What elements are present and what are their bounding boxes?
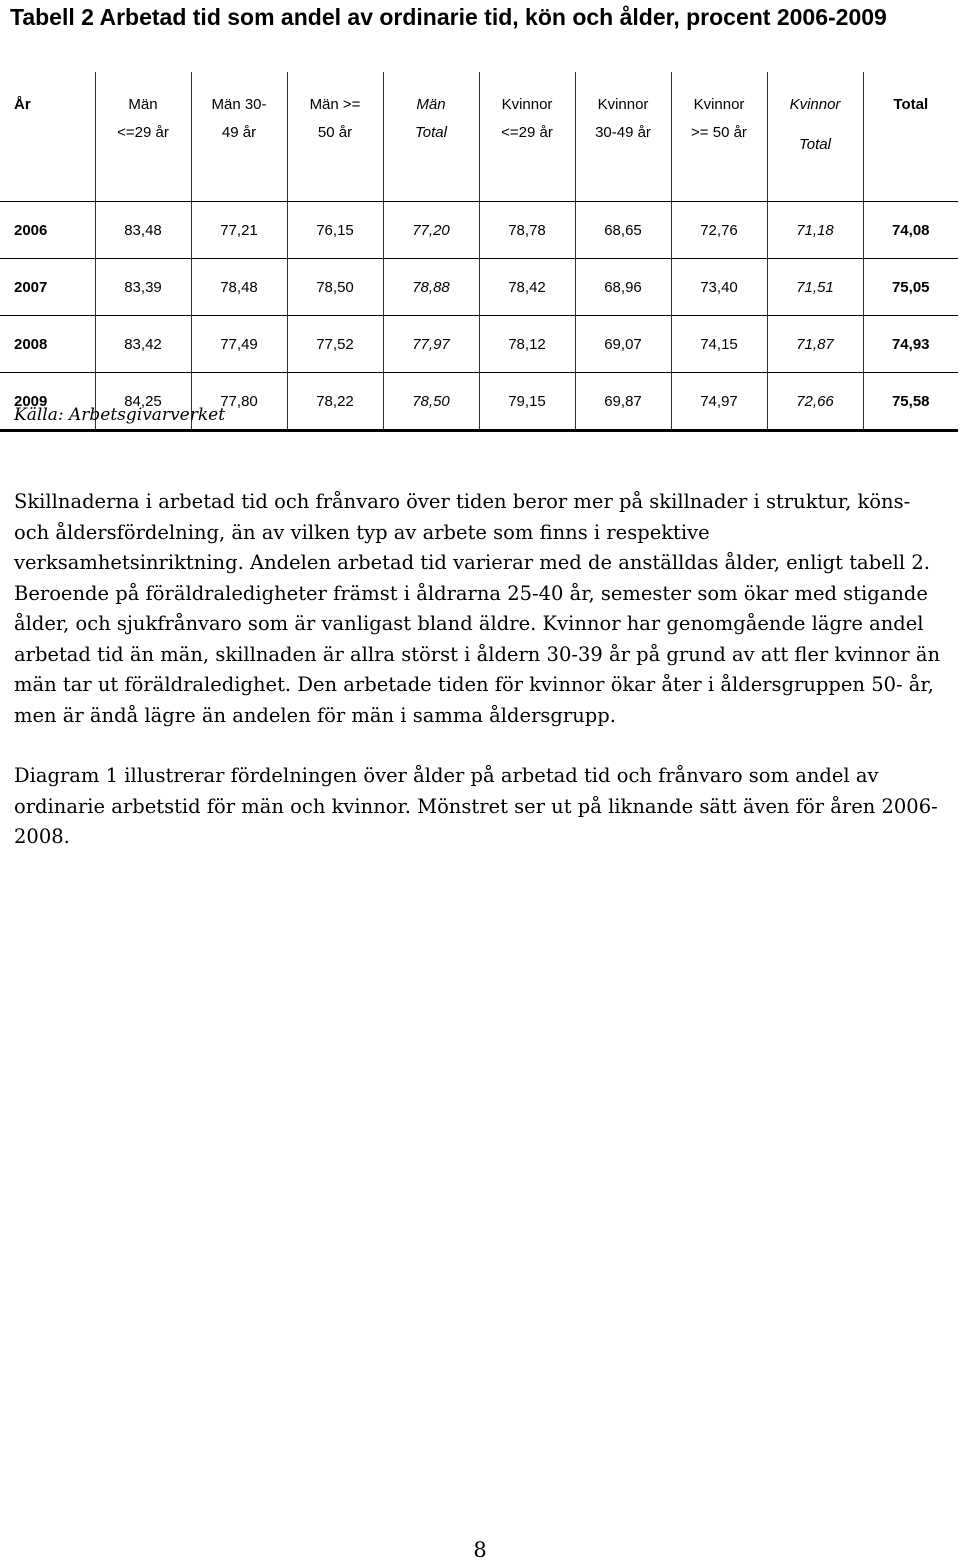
header-cell: Kvinnor Total xyxy=(767,72,863,202)
table-cell: 69,07 xyxy=(575,316,671,373)
header-cell: Kvinnor <=29 år xyxy=(479,72,575,202)
total-cell: 74,93 xyxy=(863,316,958,373)
table-cell: 74,15 xyxy=(671,316,767,373)
table-cell: 78,50 xyxy=(287,259,383,316)
table-cell: 71,18 xyxy=(767,202,863,259)
table-cell: 71,87 xyxy=(767,316,863,373)
table-cell: 83,39 xyxy=(95,259,191,316)
table-row xyxy=(0,259,958,316)
table-cell: 78,50 xyxy=(383,373,479,431)
table-cell: 77,97 xyxy=(383,316,479,373)
table-cell: 78,88 xyxy=(383,259,479,316)
header-cell: Kvinnor 30-49 år xyxy=(575,72,671,202)
year-cell: 2008 xyxy=(0,316,95,373)
table-cell: 79,15 xyxy=(479,373,575,431)
table-cell: 71,51 xyxy=(767,259,863,316)
table-cell: 78,12 xyxy=(479,316,575,373)
table-source: Källa: Arbetsgivarverket xyxy=(14,405,226,425)
header-cell: Män Total xyxy=(383,72,479,202)
body-paragraph: Diagram 1 illustrerar fördelningen över ålder på arbetad tid och frånvaro som andel av ordinarie arbetstid för män och kvinnor. Mönstret ser ut på liknande sätt även för åren 2006-2008. xyxy=(14,764,938,848)
table-title: Tabell 2 Arbetad tid som andel av ordinarie tid, kön och ålder, procent 2006-2009 xyxy=(10,4,887,30)
page-number: 8 xyxy=(473,1538,487,1562)
table-cell: 69,87 xyxy=(575,373,671,431)
table-header-row xyxy=(0,72,958,202)
total-cell: 74,08 xyxy=(863,202,958,259)
table-cell: 77,52 xyxy=(287,316,383,373)
data-table xyxy=(0,72,958,432)
header-cell: Kvinnor >= 50 år xyxy=(671,72,767,202)
table-cell: 78,42 xyxy=(479,259,575,316)
body-paragraph: Skillnaderna i arbetad tid och frånvaro över tiden beror mer på skillnader i struktur, köns- och åldersfördelning, än av vilken typ av arbete som finns i respektive verksamhetsinriktning. Andelen arbetad tid varierar med de anställdas ålder, enligt tabell 2. Beroende på föräldraledigheter främst i åldrarna 25-40 år, semester som ökar med stigande ålder, och sjukfrånvaro som är vanligast bland äldre. Kvinnor har genomgående lägre andel arbetad tid än män, skillnaden är allra störst i åldern 30-39 år på grund av att fler kvinnor än män tar ut föräldraledighet. Den arbetade tiden för kvinnor ökar åter i åldersgruppen 50- år, men är ändå lägre än andelen för män i samma åldersgrupp. xyxy=(14,490,941,727)
table-cell: 78,48 xyxy=(191,259,287,316)
table-cell: 68,65 xyxy=(575,202,671,259)
table-cell: 84,25 xyxy=(95,373,191,431)
table-cell: 72,66 xyxy=(767,373,863,431)
table-row xyxy=(0,316,958,373)
table-cell: 78,22 xyxy=(287,373,383,431)
table-cell: 73,40 xyxy=(671,259,767,316)
header-cell: År xyxy=(0,72,95,202)
table-cell: 68,96 xyxy=(575,259,671,316)
table-cell: 76,15 xyxy=(287,202,383,259)
table-cell: 83,48 xyxy=(95,202,191,259)
year-cell: 2006 xyxy=(0,202,95,259)
table-cell: 72,76 xyxy=(671,202,767,259)
table-row xyxy=(0,202,958,259)
year-cell: 2007 xyxy=(0,259,95,316)
header-cell: Total xyxy=(863,72,958,202)
header-cell: Män <=29 år xyxy=(95,72,191,202)
table-cell: 77,49 xyxy=(191,316,287,373)
table-cell: 77,20 xyxy=(383,202,479,259)
total-cell: 75,58 xyxy=(863,373,958,431)
table-cell: 74,97 xyxy=(671,373,767,431)
header-cell: Män 30- 49 år xyxy=(191,72,287,202)
total-cell: 75,05 xyxy=(863,259,958,316)
table-cell: 78,78 xyxy=(479,202,575,259)
header-cell: Män >= 50 år xyxy=(287,72,383,202)
table-cell: 77,80 xyxy=(191,373,287,431)
year-cell: 2009 xyxy=(0,373,95,431)
table-cell: 83,42 xyxy=(95,316,191,373)
table-cell: 77,21 xyxy=(191,202,287,259)
